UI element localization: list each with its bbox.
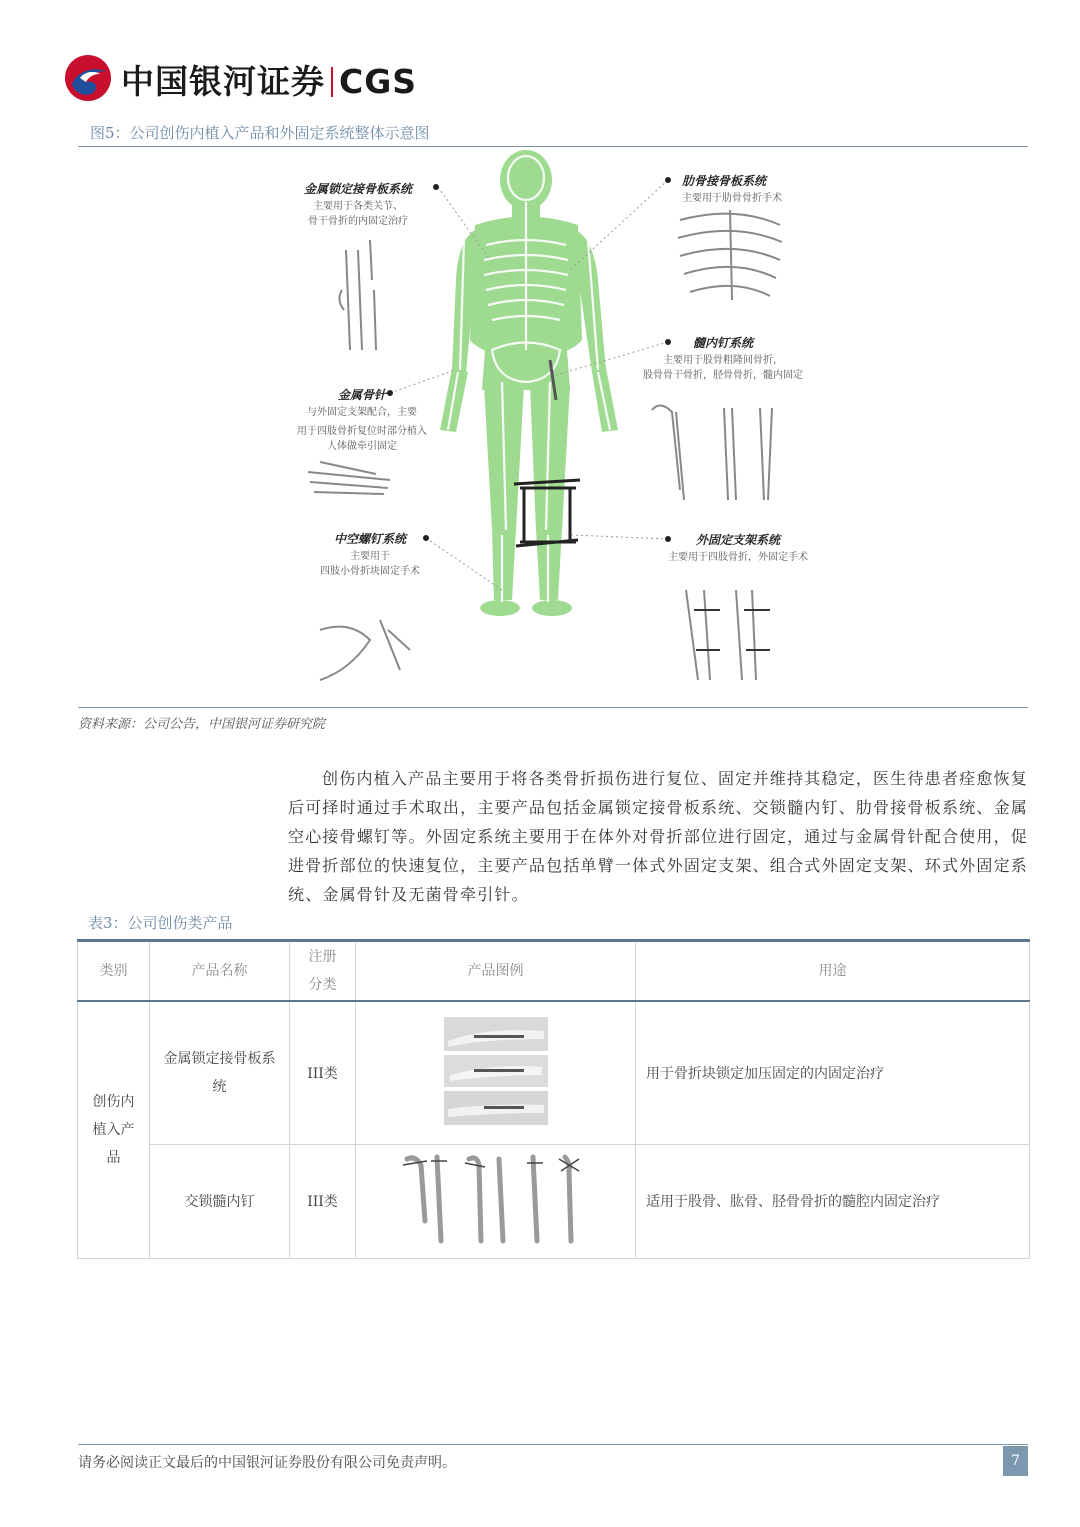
company-name-en: CGS [339,62,418,101]
table-row [78,1001,1030,1144]
header-reg-class [290,941,356,1002]
locking-plate-image [444,1017,548,1125]
header-product-image: 产品图例 [356,941,636,1002]
product-image-cell [356,1144,636,1258]
label-nail-name: 髓内钉系统 [692,336,753,350]
category-cell: 创伤内植入产品 [78,1001,150,1258]
company-logo-icon [64,54,112,102]
footer-disclaimer: 请务必阅读正文最后的中国银河证券股份有限公司免责声明。 [78,1455,456,1471]
label-external-fixator-desc1: 主要用于四肢骨折，外固定手术 [668,552,808,563]
products-table [77,939,1030,1259]
product-name-cell: 交锁髓内钉 [150,1144,290,1258]
logo-divider [331,67,333,97]
figure-title: 图5：公司创伤内植入产品和外固定系统整体示意图 [90,124,430,142]
page-number: 7 [1003,1446,1028,1476]
header-usage: 用途 [636,941,1030,1002]
label-nail-desc1: 主要用于股骨粗隆间骨折， [663,355,783,366]
reg-class-cell: III类 [290,1144,356,1258]
table-row [78,1144,1030,1258]
label-rib-plate-desc1: 主要用于肋骨骨折手术 [682,193,782,204]
footer-rule [78,1444,1028,1445]
reg-class-cell: III类 [290,1001,356,1144]
figure-top-rule [78,146,1028,147]
label-locking-plate-name: 金属锁定接骨板系统 [304,182,413,196]
label-rib-plate-name: 肋骨接骨板系统 [682,174,767,188]
skeleton-figure [280,150,820,698]
header-category: 类别 [78,941,150,1002]
product-name-cell: 金属锁定接骨板系统 [150,1001,290,1144]
header-reg-class-line2: 分类 [308,977,337,993]
label-locking-plate [304,180,412,228]
header-product-name: 产品名称 [150,941,290,1002]
product-image-cell [356,1001,636,1144]
usage-cell: 用于骨折块锁定加压固定的内固定治疗 [636,1001,1030,1144]
label-locking-plate-desc2: 骨干骨折的内固定治疗 [308,216,408,227]
label-hollow-screw-desc2: 四肢小骨折块固定手术 [320,566,420,577]
table-title: 表3：公司创伤类产品 [88,914,233,932]
usage-cell: 适用于股骨、肱骨、胫骨骨折的髓腔内固定治疗 [636,1144,1030,1258]
header-reg-class-line1: 注册 [308,949,337,965]
label-external-fixator-name: 外固定支架系统 [695,533,780,547]
company-name [121,56,417,103]
label-bone-pin [284,386,440,453]
intramedullary-nail-image [401,1151,591,1247]
label-bone-pin-desc2: 用于四肢骨折复位时部分植入 [297,426,427,437]
label-hollow-screw [310,530,430,578]
label-external-fixator [658,531,818,567]
label-bone-pin-name: 金属骨针 [337,388,386,402]
figure-source: 资料来源：公司公告，中国银河证券研究院 [78,717,326,732]
label-rib-plate [682,172,782,208]
body-paragraph: 创伤内植入产品主要用于将各类骨折损伤进行复位、固定并维持其稳定，医生待患者痊愈恢复后可择时通过手术取出，主要产品包括金属锁定接骨板系统、交锁髓内钉、肋骨接骨板系统、金属空心接骨螺钉等。外固定系统主要用于在体外对骨折部位进行固定，通过与金属骨针配合使用，促进骨折部位的快速复位，主要产品包括单臂一体式外固定支架、组合式外固定支架、环式外固定系统、金属骨针及无菌骨牵引针。 [288,769,1028,904]
label-nail [630,334,816,382]
company-name-cn: 中国银河证券 [121,62,325,101]
label-hollow-screw-desc1: 主要用于 [350,551,390,562]
label-hollow-screw-name: 中空螺钉系统 [333,532,406,546]
figure-bottom-rule [78,707,1028,708]
table-header-row [78,941,1030,1002]
label-bone-pin-desc1: 与外固定支架配合，主要 [307,407,417,418]
label-bone-pin-desc3: 人体做牵引固定 [327,441,397,452]
label-locking-plate-desc1: 主要用于各类关节、 [313,201,403,212]
label-nail-desc2: 股骨骨干骨折，胫骨骨折，髓内固定 [643,370,803,381]
